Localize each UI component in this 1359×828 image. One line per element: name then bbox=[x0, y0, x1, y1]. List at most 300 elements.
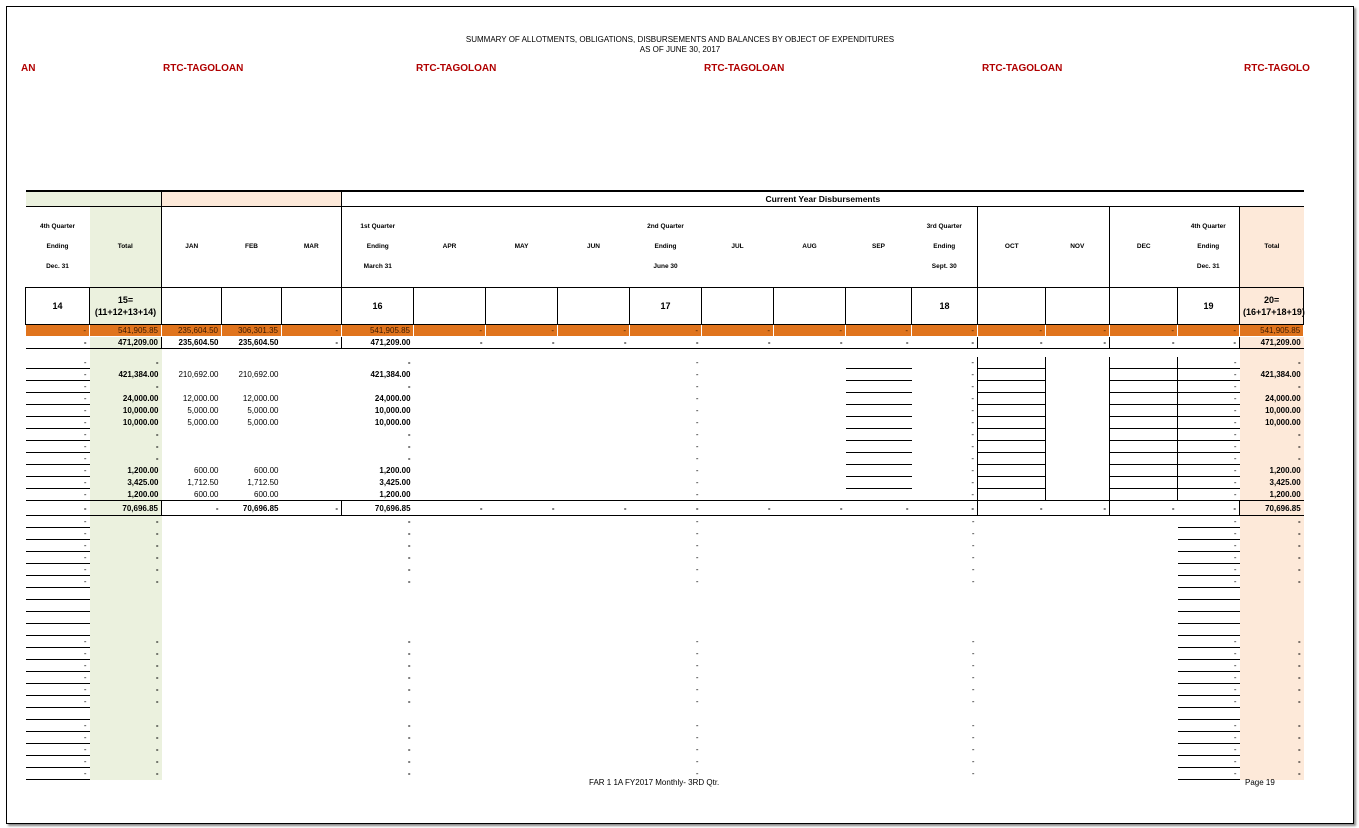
table-cell bbox=[978, 393, 1046, 405]
table-cell bbox=[162, 564, 222, 576]
table-cell bbox=[846, 768, 912, 780]
table-row bbox=[26, 552, 1304, 564]
table-cell bbox=[978, 672, 1046, 684]
table-cell: - bbox=[26, 540, 90, 552]
column-header: DEC bbox=[1110, 207, 1178, 288]
table-cell bbox=[702, 477, 774, 489]
table-cell: - bbox=[407, 577, 411, 586]
table-cell: - bbox=[407, 745, 411, 754]
table-cell: - bbox=[26, 501, 90, 516]
column-number bbox=[162, 288, 222, 325]
table-cell bbox=[1110, 357, 1178, 369]
table-cell bbox=[846, 588, 912, 600]
table-cell bbox=[774, 441, 846, 453]
column-header: NOV bbox=[1046, 207, 1110, 288]
table-cell: - bbox=[695, 394, 699, 403]
table-cell: 24,000.00 bbox=[90, 393, 162, 405]
table-row bbox=[26, 672, 1304, 684]
table-cell: - bbox=[486, 501, 558, 516]
table-cell bbox=[222, 756, 282, 768]
table-cell bbox=[162, 349, 222, 358]
table-cell bbox=[1110, 516, 1178, 528]
column-number bbox=[1046, 288, 1110, 325]
table-cell: - bbox=[702, 337, 774, 349]
table-cell: 1,712.50 bbox=[187, 478, 219, 487]
table-cell bbox=[162, 744, 222, 756]
table-cell: - bbox=[695, 721, 699, 730]
table-cell bbox=[414, 393, 486, 405]
table-cell: - bbox=[1240, 660, 1304, 672]
table-cell: - bbox=[486, 325, 558, 337]
table-cell: - bbox=[407, 517, 411, 527]
table-cell bbox=[846, 540, 912, 552]
table-cell: - bbox=[1240, 528, 1304, 540]
table-cell: - bbox=[414, 337, 486, 349]
table-cell bbox=[702, 489, 774, 501]
table-cell: - bbox=[971, 697, 975, 706]
table-cell bbox=[630, 708, 702, 720]
table-cell bbox=[414, 720, 486, 732]
table-cell bbox=[90, 588, 162, 600]
table-cell bbox=[486, 684, 558, 696]
table-row bbox=[26, 756, 1304, 768]
table-cell: 5,000.00 bbox=[187, 406, 219, 415]
table-cell bbox=[774, 552, 846, 564]
table-cell bbox=[774, 429, 846, 441]
table-cell bbox=[1178, 588, 1240, 600]
table-cell: - bbox=[1178, 337, 1240, 349]
table-cell: 5,000.00 bbox=[247, 406, 279, 415]
table-cell bbox=[1110, 768, 1178, 780]
table-cell bbox=[222, 564, 282, 576]
table-cell bbox=[486, 393, 558, 405]
table-cell bbox=[846, 708, 912, 720]
table-cell bbox=[774, 564, 846, 576]
table-cell bbox=[702, 744, 774, 756]
table-cell bbox=[414, 708, 486, 720]
table-cell bbox=[558, 660, 630, 672]
table-row bbox=[26, 660, 1304, 672]
table-cell: - bbox=[971, 661, 975, 670]
office-label: RTC-TAGOLOAN bbox=[416, 63, 497, 74]
table-cell: - bbox=[695, 541, 699, 550]
table-cell: - bbox=[1178, 768, 1240, 780]
table-cell bbox=[558, 417, 630, 429]
table-cell: - bbox=[1240, 552, 1304, 564]
table-cell: - bbox=[695, 382, 699, 391]
table-cell: - bbox=[1178, 381, 1240, 393]
table-cell bbox=[1110, 564, 1178, 576]
table-cell: - bbox=[1240, 564, 1304, 576]
table-cell bbox=[558, 489, 630, 501]
table-cell bbox=[414, 552, 486, 564]
table-cell: - bbox=[1178, 564, 1240, 576]
table-cell: - bbox=[1178, 393, 1240, 405]
table-cell bbox=[1046, 696, 1110, 708]
table-cell: - bbox=[1178, 429, 1240, 441]
table-cell bbox=[558, 732, 630, 744]
table-cell bbox=[222, 576, 282, 588]
column-number bbox=[282, 288, 342, 325]
table-cell bbox=[282, 684, 342, 696]
table-cell: - bbox=[695, 565, 699, 574]
table-row bbox=[26, 528, 1304, 540]
table-cell bbox=[774, 708, 846, 720]
table-cell bbox=[90, 612, 162, 624]
table-cell bbox=[774, 660, 846, 672]
table-cell: 471,209.00 bbox=[1240, 337, 1304, 349]
column-header: AUG bbox=[774, 207, 846, 288]
table-cell bbox=[1110, 489, 1178, 501]
table-cell bbox=[486, 528, 558, 540]
table-cell: - bbox=[407, 733, 411, 742]
table-cell bbox=[558, 648, 630, 660]
table-cell: - bbox=[971, 769, 975, 778]
table-row bbox=[26, 600, 1304, 612]
table-cell bbox=[774, 405, 846, 417]
table-cell: - bbox=[1240, 357, 1304, 369]
table-cell: 1,200.00 bbox=[379, 489, 411, 499]
table-cell: - bbox=[90, 429, 162, 441]
office-label: RTC-TAGOLOAN bbox=[704, 63, 785, 74]
column-header: FEB bbox=[222, 207, 282, 288]
table-cell bbox=[1046, 576, 1110, 588]
table-cell bbox=[1110, 441, 1178, 453]
table-cell bbox=[1110, 600, 1178, 612]
table-cell: - bbox=[26, 429, 90, 441]
table-cell bbox=[1046, 552, 1110, 564]
table-cell: 235,604.50 bbox=[162, 325, 222, 337]
table-cell bbox=[342, 612, 414, 624]
table-cell bbox=[282, 489, 342, 501]
table-row bbox=[26, 465, 1304, 477]
table-row bbox=[26, 417, 1304, 429]
table-cell bbox=[978, 528, 1046, 540]
table-cell bbox=[702, 349, 774, 358]
table-cell bbox=[26, 612, 90, 624]
table-cell bbox=[1110, 648, 1178, 660]
table-cell: - bbox=[1178, 672, 1240, 684]
table-cell bbox=[1110, 732, 1178, 744]
table-cell: - bbox=[971, 733, 975, 742]
table-cell bbox=[1240, 349, 1304, 358]
table-cell: - bbox=[90, 516, 162, 528]
table-cell bbox=[1046, 564, 1110, 576]
report-subtitle: AS OF JUNE 30, 2017 bbox=[639, 45, 721, 54]
table-cell: - bbox=[558, 501, 630, 516]
table-cell: - bbox=[695, 577, 699, 586]
table-cell: - bbox=[90, 453, 162, 465]
table-cell bbox=[282, 552, 342, 564]
table-cell bbox=[414, 696, 486, 708]
table-cell: - bbox=[971, 442, 975, 451]
table-cell: - bbox=[1178, 417, 1240, 429]
table-cell bbox=[846, 465, 912, 477]
table-cell: - bbox=[1110, 501, 1178, 516]
table-cell: - bbox=[90, 696, 162, 708]
table-cell bbox=[702, 516, 774, 528]
table-cell: - bbox=[971, 529, 975, 538]
table-row bbox=[26, 516, 1304, 528]
table-cell bbox=[282, 369, 342, 381]
table-cell: - bbox=[774, 325, 846, 337]
column-number bbox=[774, 288, 846, 325]
table-cell bbox=[774, 624, 846, 636]
table-cell bbox=[1110, 540, 1178, 552]
table-cell bbox=[978, 564, 1046, 576]
table-cell bbox=[1046, 381, 1110, 393]
table-cell bbox=[162, 684, 222, 696]
table-cell: - bbox=[1240, 720, 1304, 732]
table-cell: - bbox=[90, 381, 162, 393]
table-cell bbox=[222, 528, 282, 540]
table-cell bbox=[414, 477, 486, 489]
table-cell bbox=[414, 612, 486, 624]
table-cell bbox=[222, 696, 282, 708]
table-cell: - bbox=[26, 465, 90, 477]
table-row bbox=[26, 429, 1304, 441]
table-cell: - bbox=[971, 565, 975, 574]
table-cell bbox=[558, 381, 630, 393]
table-cell bbox=[1178, 612, 1240, 624]
table-cell bbox=[1046, 720, 1110, 732]
table-cell bbox=[222, 720, 282, 732]
table-cell bbox=[846, 576, 912, 588]
table-cell bbox=[222, 453, 282, 465]
table-cell bbox=[1046, 624, 1110, 636]
table-cell bbox=[1110, 612, 1178, 624]
table-cell bbox=[162, 756, 222, 768]
table-cell: - bbox=[971, 685, 975, 694]
table-cell: - bbox=[971, 478, 975, 487]
header-cell bbox=[162, 191, 342, 207]
table-cell: - bbox=[1240, 576, 1304, 588]
table-cell: - bbox=[26, 564, 90, 576]
table-cell: - bbox=[558, 337, 630, 349]
table-cell: - bbox=[407, 721, 411, 730]
table-cell: - bbox=[846, 501, 912, 516]
table-cell bbox=[1046, 417, 1110, 429]
table-cell: - bbox=[26, 528, 90, 540]
table-cell: - bbox=[971, 757, 975, 766]
table-row bbox=[26, 337, 1304, 349]
table-cell: 3,425.00 bbox=[1240, 477, 1304, 489]
table-cell bbox=[486, 381, 558, 393]
table-cell: - bbox=[971, 454, 975, 463]
table-cell: 421,384.00 bbox=[370, 370, 411, 379]
table-row bbox=[26, 357, 1304, 369]
table-cell bbox=[1110, 720, 1178, 732]
table-cell bbox=[1046, 612, 1110, 624]
table-cell bbox=[702, 612, 774, 624]
table-cell bbox=[702, 708, 774, 720]
table-cell bbox=[978, 744, 1046, 756]
table-cell: - bbox=[26, 768, 90, 780]
table-cell bbox=[774, 477, 846, 489]
table-cell bbox=[162, 720, 222, 732]
table-cell bbox=[702, 588, 774, 600]
table-cell: - bbox=[26, 325, 90, 337]
table-cell bbox=[282, 720, 342, 732]
table-cell bbox=[978, 648, 1046, 660]
table-cell bbox=[978, 576, 1046, 588]
table-cell bbox=[222, 660, 282, 672]
column-header: JUL bbox=[702, 207, 774, 288]
header-cell bbox=[26, 191, 162, 207]
table-cell: - bbox=[1240, 732, 1304, 744]
table-cell bbox=[846, 600, 912, 612]
table-cell: - bbox=[407, 757, 411, 766]
table-cell bbox=[558, 564, 630, 576]
table-cell bbox=[222, 588, 282, 600]
table-cell bbox=[558, 441, 630, 453]
table-row bbox=[26, 732, 1304, 744]
table-cell bbox=[414, 756, 486, 768]
table-cell bbox=[282, 564, 342, 576]
table-cell: - bbox=[1178, 576, 1240, 588]
table-cell: 306,301.35 bbox=[222, 325, 282, 337]
table-cell bbox=[1046, 672, 1110, 684]
table-cell bbox=[342, 600, 414, 612]
table-cell bbox=[978, 405, 1046, 417]
table-cell bbox=[162, 624, 222, 636]
table-cell bbox=[978, 600, 1046, 612]
table-row bbox=[26, 369, 1304, 381]
table-cell bbox=[630, 612, 702, 624]
table-cell bbox=[1178, 708, 1240, 720]
table-cell: - bbox=[90, 660, 162, 672]
table-cell bbox=[1046, 465, 1110, 477]
table-cell: - bbox=[1240, 672, 1304, 684]
table-cell: - bbox=[407, 541, 411, 550]
table-cell bbox=[1046, 349, 1110, 358]
table-cell bbox=[282, 672, 342, 684]
table-cell: - bbox=[1240, 696, 1304, 708]
table-cell bbox=[1240, 588, 1304, 600]
table-cell: - bbox=[407, 358, 411, 368]
office-label: RTC-TAGOLOAN bbox=[163, 63, 244, 74]
table-cell bbox=[162, 672, 222, 684]
table-cell: - bbox=[26, 696, 90, 708]
table-cell: - bbox=[90, 768, 162, 780]
table-cell bbox=[162, 708, 222, 720]
column-number bbox=[414, 288, 486, 325]
table-cell bbox=[162, 576, 222, 588]
table-cell bbox=[486, 441, 558, 453]
table-cell: - bbox=[1240, 648, 1304, 660]
column-header: Total bbox=[1240, 207, 1304, 288]
table-row bbox=[26, 648, 1304, 660]
table-cell: - bbox=[90, 528, 162, 540]
table-cell bbox=[1110, 381, 1178, 393]
table-cell: 421,384.00 bbox=[90, 369, 162, 381]
table-cell bbox=[978, 732, 1046, 744]
table-cell bbox=[702, 756, 774, 768]
table-cell bbox=[1046, 588, 1110, 600]
table-cell bbox=[774, 732, 846, 744]
table-cell bbox=[978, 441, 1046, 453]
table-cell: - bbox=[414, 325, 486, 337]
table-cell bbox=[558, 720, 630, 732]
table-cell: - bbox=[1240, 441, 1304, 453]
table-cell bbox=[702, 600, 774, 612]
table-cell bbox=[558, 405, 630, 417]
table-cell: 600.00 bbox=[254, 489, 279, 499]
table-cell: 1,200.00 bbox=[1240, 489, 1304, 501]
table-cell bbox=[486, 648, 558, 660]
table-cell: - bbox=[1240, 516, 1304, 528]
column-number: 17 bbox=[630, 288, 702, 325]
table-cell bbox=[702, 672, 774, 684]
table-cell bbox=[1240, 600, 1304, 612]
office-label: RTC-TAGOLO bbox=[1244, 63, 1310, 74]
table-row bbox=[26, 636, 1304, 648]
table-cell: - bbox=[26, 720, 90, 732]
table-cell bbox=[1110, 417, 1178, 429]
table-row bbox=[26, 684, 1304, 696]
table-cell bbox=[282, 393, 342, 405]
table-cell: - bbox=[971, 358, 975, 368]
report-page bbox=[6, 6, 1354, 824]
table-cell: - bbox=[912, 337, 978, 349]
table-cell bbox=[774, 756, 846, 768]
table-cell bbox=[558, 477, 630, 489]
table-cell: 471,209.00 bbox=[342, 337, 414, 349]
table-cell bbox=[486, 453, 558, 465]
table-cell bbox=[222, 612, 282, 624]
table-cell bbox=[486, 588, 558, 600]
table-cell bbox=[1046, 441, 1110, 453]
table-cell: - bbox=[702, 325, 774, 337]
table-cell bbox=[978, 660, 1046, 672]
table-cell bbox=[846, 636, 912, 648]
table-cell bbox=[846, 417, 912, 429]
table-cell bbox=[282, 696, 342, 708]
table-cell bbox=[162, 528, 222, 540]
table-cell bbox=[978, 369, 1046, 381]
table-cell: - bbox=[1178, 489, 1240, 501]
table-cell bbox=[162, 612, 222, 624]
table-cell: 1,200.00 bbox=[1240, 465, 1304, 477]
table-cell: - bbox=[774, 337, 846, 349]
table-cell bbox=[846, 552, 912, 564]
table-cell: 210,692.00 bbox=[178, 370, 219, 379]
column-number: 18 bbox=[912, 288, 978, 325]
table-cell: 10,000.00 bbox=[90, 405, 162, 417]
table-cell: - bbox=[407, 685, 411, 694]
table-cell: - bbox=[407, 661, 411, 670]
table-cell bbox=[702, 696, 774, 708]
table-cell: - bbox=[1240, 744, 1304, 756]
table-cell bbox=[342, 588, 414, 600]
table-cell: - bbox=[695, 370, 699, 379]
footer-form-name: FAR 1 1A FY2017 Monthly- 3RD Qtr. bbox=[589, 778, 720, 787]
table-cell bbox=[222, 636, 282, 648]
table-cell bbox=[486, 465, 558, 477]
table-cell: 1,200.00 bbox=[90, 489, 162, 501]
table-cell bbox=[978, 489, 1046, 501]
table-cell: - bbox=[90, 636, 162, 648]
table-cell bbox=[774, 349, 846, 358]
table-cell bbox=[414, 540, 486, 552]
table-cell bbox=[414, 624, 486, 636]
footer-page-number: Page 19 bbox=[1245, 778, 1275, 787]
table-cell: - bbox=[1178, 660, 1240, 672]
table-cell bbox=[414, 600, 486, 612]
table-cell bbox=[558, 708, 630, 720]
table-row bbox=[26, 405, 1304, 417]
table-cell bbox=[558, 369, 630, 381]
